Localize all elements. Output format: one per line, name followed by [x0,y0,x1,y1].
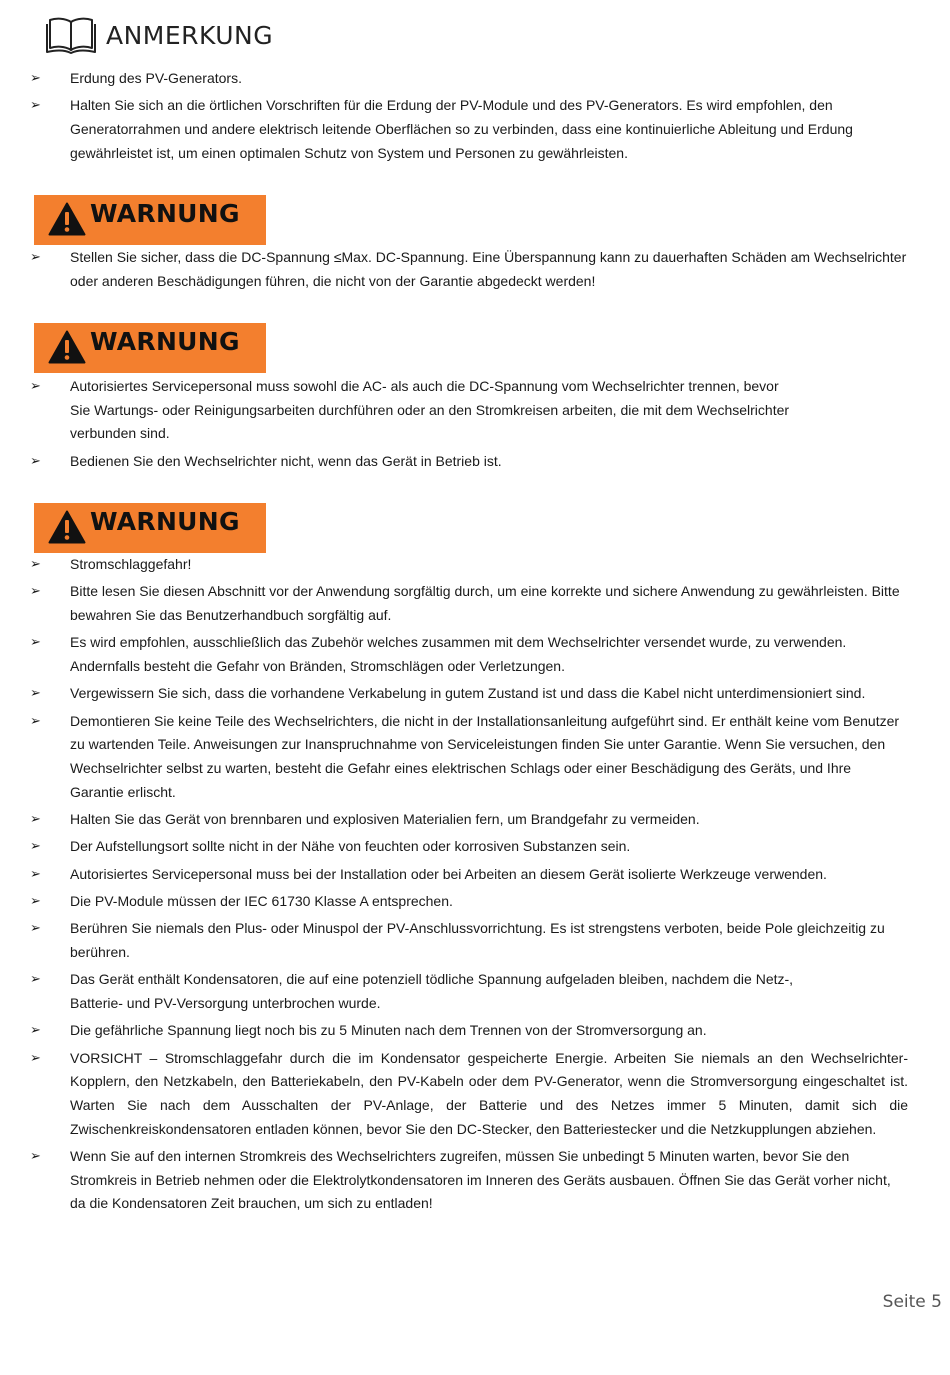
list-item [0,580,950,627]
list-item [0,553,950,577]
arrow-bullet-icon: ➢ [30,250,41,265]
list-item-text: Es wird empfohlen, ausschließlich das Zubehör welches zusammen mit dem Wechselrichter versendet wurde, zu verwenden. Andernfalls besteht die Gefahr von Bränden, Stromschlägen oder Verletzungen. [70,634,847,674]
book-icon [46,15,96,55]
warning-list [0,246,950,297]
note-list [0,67,950,169]
list-item [0,917,950,964]
list-item-text: Die gefährliche Spannung liegt noch bis zu 5 Minuten nach dem Trennen von der Stromversorgung an. [70,1022,707,1039]
list-item-text: Erdung des PV-Generators. [70,70,242,86]
list-item-text: Bitte lesen Sie diesen Abschnitt vor der Anwendung sorgfältig durch, um eine korrekte und sichere Anwendung zu gewährleisten. Bitte bewahren Sie das Benutzerhandbuch sorgfältig auf. [70,583,900,623]
list-item [0,835,950,859]
list-item [0,1019,950,1043]
warning-triangle-icon [48,330,86,364]
warning-banner [34,323,266,373]
arrow-bullet-icon: ➢ [30,584,41,600]
list-item-text: Halten Sie sich an die örtlichen Vorschriften für die Erdung der PV-Module und des PV-Generators. Es wird empfohlen, den Generatorrahmen und andere elektrisch leitende Oberflächen so zu verbinden, dass eine kontinuierliche Ableitung und Erdung gewährleistet ist, um einen optimalen Schutz von System und Personen zu gewährleisten. [70,97,853,161]
arrow-bullet-icon: ➢ [30,866,41,882]
list-item [0,1047,950,1141]
list-item [0,1145,950,1216]
arrow-bullet-icon: ➢ [30,921,41,937]
list-item-text: Berühren Sie niemals den Plus- oder Minuspol der PV-Anschlussvorrichtung. Es ist strengstens verboten, beide Pole gleichzeitig zu berühren. [70,920,885,961]
list-item [0,863,950,887]
warning-banner [34,503,266,553]
arrow-bullet-icon: ➢ [30,1023,41,1039]
warning-list [0,375,950,477]
warning-triangle-icon [48,510,86,544]
list-item [0,375,950,446]
list-item [0,631,950,678]
list-item-text: VORSICHT – Stromschlaggefahr durch die im Kondensator gespeicherte Energie. Arbeiten Sie niemals an den Wechselrichter-Kopplern, den Netzkabeln, den Batteriekabeln, den PV-Kabeln oder dem PV-Generator, wenn die Stromversorgung eingeschaltet ist. Warten Sie nach dem Ausschalten der PV-Anlage, der Batterie und des Netzes immer 5 Minuten, damit sich die Zwischenkreiskondensatoren entladen können, bevor Sie den DC-Stecker, den Batteriestecker und die Netzkupplungen abziehen. [70,1049,908,1137]
arrow-bullet-icon: ➢ [30,1050,41,1066]
arrow-bullet-icon: ➢ [30,453,41,469]
arrow-bullet-icon: ➢ [30,713,41,729]
list-item [0,67,950,91]
list-item [0,682,950,706]
list-item-text: Stellen Sie sicher, dass die DC-Spannung ≤Max. DC-Spannung. Eine Überspannung kann zu dauerhaften Schäden am Wechselrichter oder anderen Beschädigungen führen, die nicht von der Garantie abgedeckt werden! [70,249,907,289]
warning-banner [34,195,266,245]
list-item [0,450,950,474]
arrow-bullet-icon: ➢ [30,379,41,394]
arrow-bullet-icon: ➢ [30,839,41,855]
arrow-bullet-icon: ➢ [30,972,41,988]
arrow-bullet-icon: ➢ [30,557,41,572]
warning-label: WARNUNG [90,507,240,536]
list-item-text: Die PV-Module müssen der IEC 61730 Klasse A entsprechen. [70,893,453,910]
list-item-text: Das Gerät enthält Kondensatoren, die auf eine potenziell tödliche Spannung aufgeladen bleiben, nachdem die Netz-, Batterie- und PV-Versorgung unterbrochen wurde. [70,971,794,1012]
list-item-text: Autorisiertes Servicepersonal muss bei der Installation oder bei Arbeiten an diesem Gerät isolierte Werkzeuge verwenden. [70,865,827,882]
arrow-bullet-icon: ➢ [30,894,41,910]
list-item [0,246,950,293]
list-item [0,94,950,165]
list-item-text: Stromschlaggefahr! [70,556,192,572]
note-header [46,14,273,56]
arrow-bullet-icon: ➢ [30,98,41,114]
list-item-text: Demontieren Sie keine Teile des Wechselrichters, die nicht in der Installationsanleitung aufgeführt sind. Er enthält keine vom Benutzer zu wartenden Teile. Anweisungen zur Inanspruchnahme von Serviceleistungen finden Sie unter Garantie. Wenn Sie versuchen, den Wechselrichter selbst zu warten, besteht die Gefahr eines elektrischen Schlags oder einer Beschädigung des Geräts, und Ihre Garantie erlischt. [70,712,900,800]
list-item [0,890,950,914]
list-item-text: Vergewissern Sie sich, dass die vorhandene Verkabelung in gutem Zustand ist und dass die Kabel nicht unterdimensioniert sind. [70,685,866,702]
list-item-text: Der Aufstellungsort sollte nicht in der Nähe von feuchten oder korrosiven Substanzen sein. [70,838,631,855]
list-item-text: Bedienen Sie den Wechselrichter nicht, wenn das Gerät in Betrieb ist. [70,452,502,469]
warning-label: WARNUNG [90,199,240,228]
arrow-bullet-icon: ➢ [30,1149,41,1165]
list-item-text: Autorisiertes Servicepersonal muss sowohl die AC- als auch die DC-Spannung vom Wechselrichter trennen, bevor Sie Wartungs- oder Reinigungsarbeiten durchführen oder an den Stromkreisen arbeiten, die mit dem Wechselrichter verbunden sind. [70,378,790,442]
arrow-bullet-icon: ➢ [30,686,41,702]
warning-label: WARNUNG [90,327,240,356]
warning-triangle-icon [48,202,86,236]
list-item [0,968,950,1015]
list-item-text: Wenn Sie auf den internen Stromkreis des Wechselrichters zugreifen, müssen Sie unbedingt 5 Minuten warten, bevor Sie den Stromkreis in Betrieb nehmen oder die Elektrolytkondensatoren im Inneren des Geräts ausbauen. Öffnen Sie das Gerät vorher nicht, da die Kondensatoren Zeit brauchen, um sich zu entladen! [70,1148,891,1212]
arrow-bullet-icon: ➢ [30,811,41,827]
arrow-bullet-icon: ➢ [30,635,41,651]
list-item [0,808,950,832]
list-item [0,710,950,804]
list-item-text: Halten Sie das Gerät von brennbaren und explosiven Materialien fern, um Brandgefahr zu vermeiden. [70,810,700,827]
note-title: ANMERKUNG [106,20,274,50]
page-number: Seite 5 [882,1292,942,1312]
warning-list [0,553,950,1220]
arrow-bullet-icon: ➢ [30,71,41,86]
